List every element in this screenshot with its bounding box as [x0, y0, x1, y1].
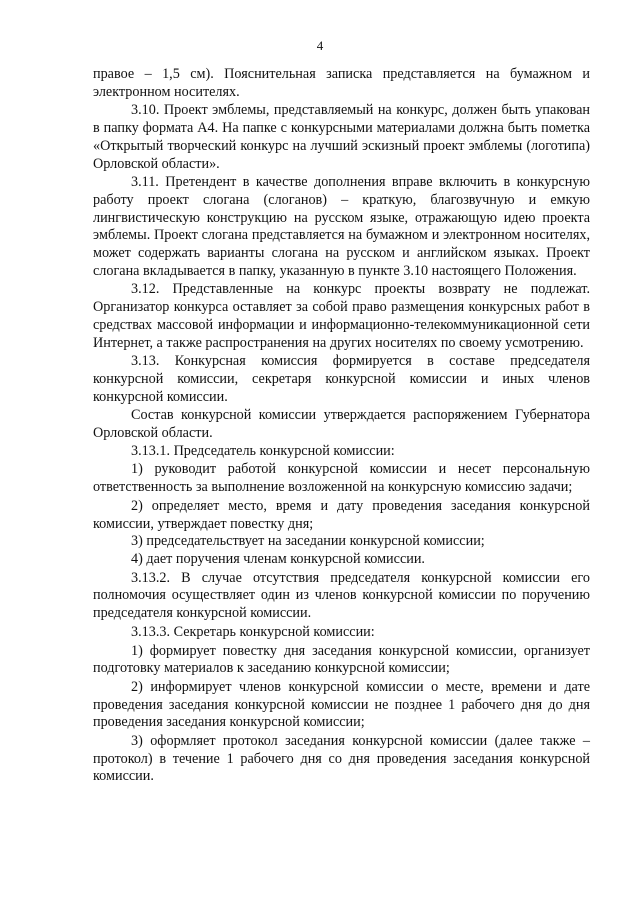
- paragraph-3-13-2: 3.13.2. В случае отсутствия председателя конкурсной комиссии его полномочия осуществляет один из членов конкурсной комиссии по поручению председателя конкурсной комиссии.: [93, 569, 590, 622]
- list-item-secretary-2: 2) информирует членов конкурсной комиссии о месте, времени и дате проведения заседания конкурсной комиссии не позднее 1 рабочего дня до дня проведения заседания конкурсной комиссии;: [93, 678, 590, 731]
- paragraph-3-13-1: 3.13.1. Председатель конкурсной комиссии:: [131, 442, 395, 459]
- paragraph-3-10: 3.10. Проект эмблемы, представляемый на конкурс, должен быть упакован в папку формата А4. На папке с конкурсными материалами должна быть пометка «Открытый творческий конкурс на лучший эскизный проект эмблемы (логотипа) Орловской области».: [93, 102, 590, 172]
- paragraph-3-11: 3.11. Претендент в качестве дополнения вправе включить в конкурсную работу проект слогана (слоганов) – краткую, благозвучную и емкую лингвистическую конструкцию на русском языке, отражающую идею проекта эмблемы. Проект слогана представляется на бумажном и электронном носителях, может содержать варианты слогана на русском и английском языках. Проект слогана вкладывается в папку, указанную в пункте 3.10 настоящего Положения.: [93, 174, 590, 279]
- document-body: [93, 66, 590, 786]
- paragraph-3-13-3: 3.13.3. Секретарь конкурсной комиссии:: [131, 623, 375, 640]
- paragraph-3-12: 3.12. Представленные на конкурс проекты возврату не подлежат. Организатор конкурса оставляет за собой право размещения конкурсных работ в средствах массовой информации и информационно-телекоммуникационной сети Интернет, а также распространения на других носителях по своему усмотрению.: [93, 281, 590, 351]
- list-item-chair-1: 1) руководит работой конкурсной комиссии и несет персональную ответственность за выполнение возложенной на конкурсную комиссию задачи;: [93, 461, 590, 496]
- paragraph-continuation: правое – 1,5 см). Пояснительная записка представляется на бумажном и электронном носителях.: [93, 66, 590, 100]
- paragraph-commission-composition: Состав конкурсной комиссии утверждается распоряжением Губернатора Орловской области.: [93, 407, 590, 442]
- paragraph-3-13: 3.13. Конкурсная комиссия формируется в составе председателя конкурсной комиссии, секретаря конкурсной комиссии и иных членов конкурсной комиссии.: [93, 353, 590, 405]
- page-number: 4: [316, 38, 324, 53]
- list-item-secretary-3: 3) оформляет протокол заседания конкурсной комиссии (далее также – протокол) в течение 1 рабочего дня со дня проведения заседания конкурсной комиссии.: [93, 733, 590, 785]
- list-item-secretary-1: 1) формирует повестку дня заседания конкурсной комиссии, организует подготовку материалов к заседанию конкурсной комиссии;: [93, 642, 590, 677]
- list-item-chair-2: 2) определяет место, время и дату проведения заседания конкурсной комиссии, утверждает повестку дня;: [93, 497, 590, 532]
- list-item-chair-4: 4) дает поручения членам конкурсной комиссии.: [131, 550, 425, 567]
- list-item-chair-3: 3) председательствует на заседании конкурсной комиссии;: [131, 533, 485, 550]
